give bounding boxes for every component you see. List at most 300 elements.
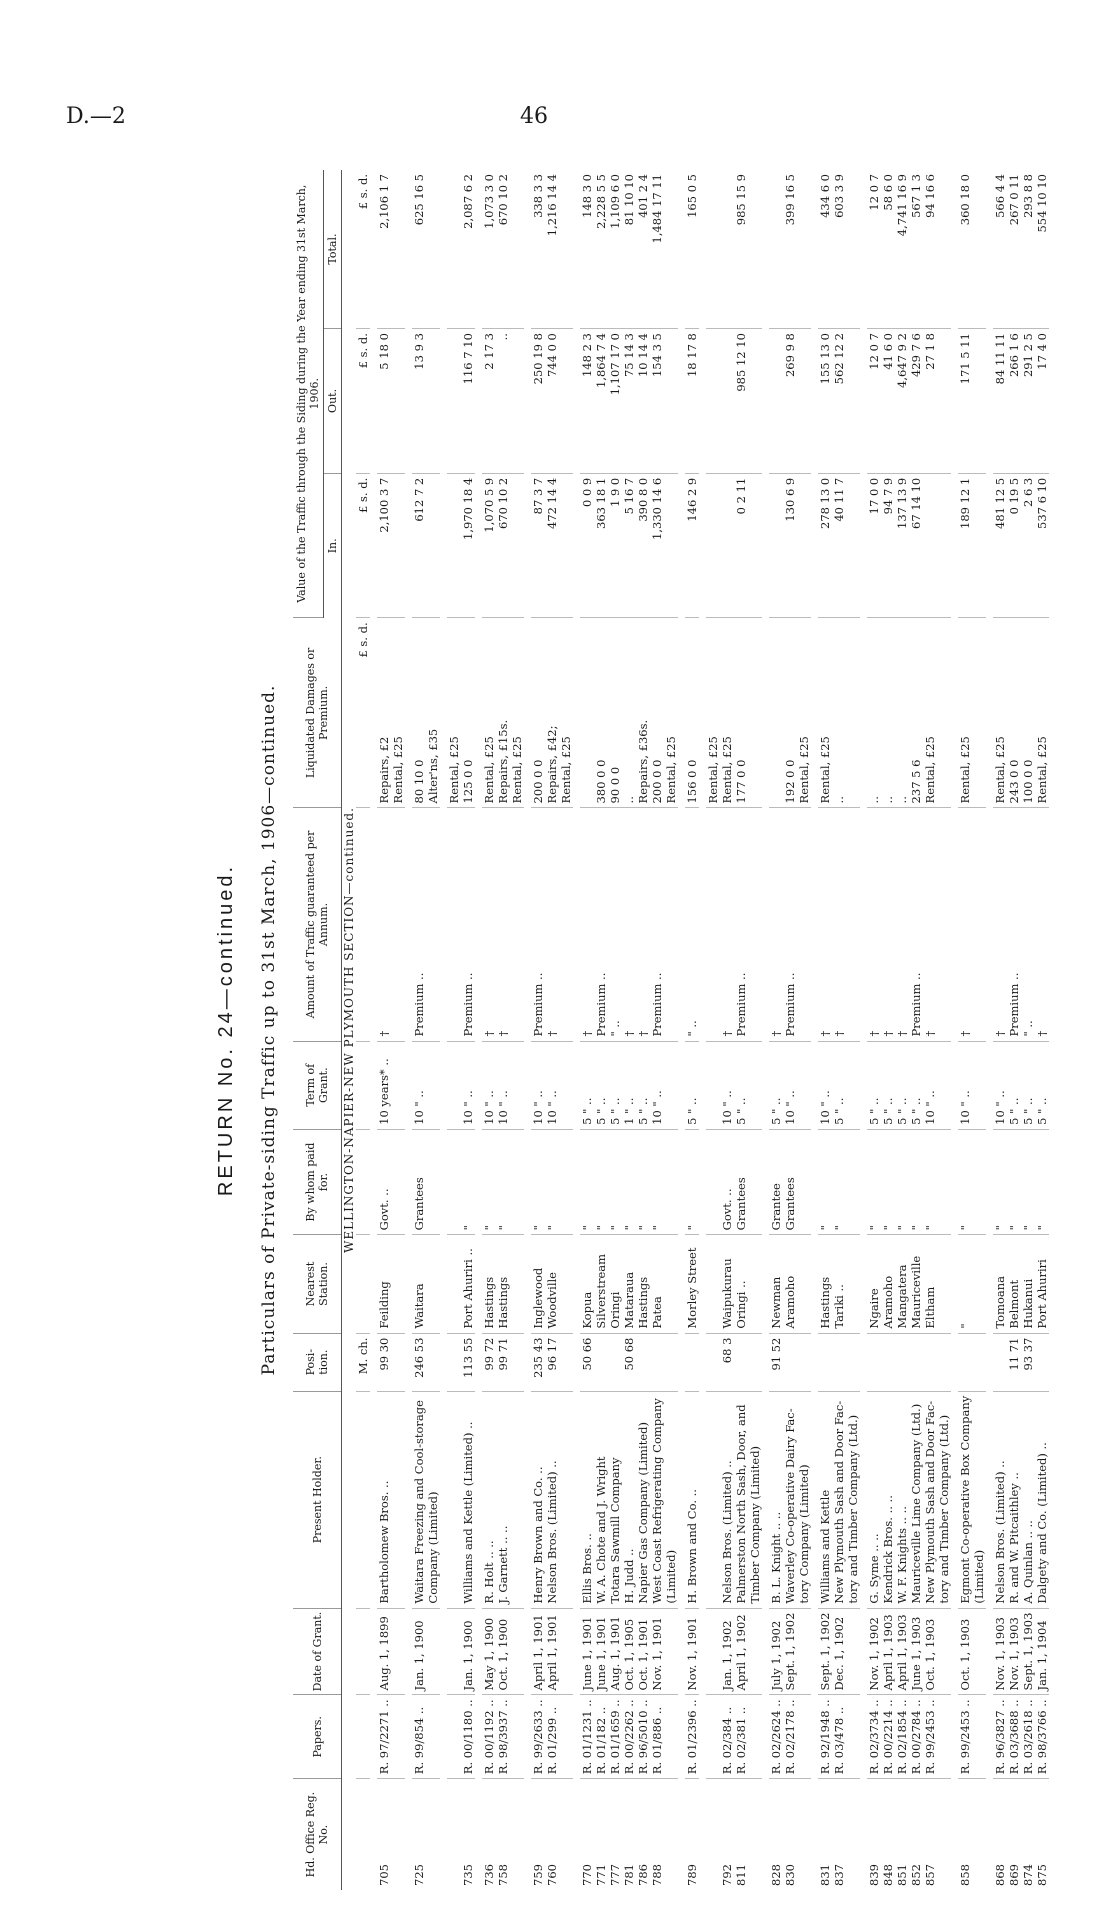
station-cell: Mataraua [622, 1235, 636, 1333]
traffic-out-cell [706, 329, 720, 474]
traffic-in-cell: 67 14 10 [909, 473, 923, 618]
position-cell [909, 1333, 923, 1391]
traffic-total-cell [797, 170, 811, 329]
papers-cell: R. 03/3688 .. [1007, 1695, 1021, 1779]
paid-by-cell: Grantees [412, 1129, 426, 1235]
papers-cell: R. 03/2618 .. [1021, 1695, 1035, 1779]
date-cell: Jan. 1, 1902 [720, 1608, 734, 1695]
position-cell [923, 1333, 937, 1391]
position-cell: 50 66 [580, 1333, 594, 1391]
traffic-total-cell: 567 1 3 [909, 170, 923, 329]
traffic-out-cell [391, 329, 405, 474]
table-row [881, 170, 895, 1890]
damages-cell: 80 10 0 [412, 618, 426, 808]
position-cell [559, 1333, 573, 1391]
traffic-in-cell [972, 473, 986, 618]
paid-by-cell: " [622, 1129, 636, 1235]
position-cell: 50 68 [622, 1333, 636, 1391]
damages-cell [972, 618, 986, 808]
holder-cell: (Limited) [664, 1391, 678, 1608]
col-position: Posi-tion. [293, 1333, 342, 1391]
traffic-total-cell: 81 10 10 [622, 170, 636, 329]
guaranteed-cell: Premium .. [909, 808, 923, 1041]
date-cell: Sept. 1, 1902 [783, 1608, 797, 1695]
damages-cell: Rental, £25 [447, 618, 461, 808]
station-cell [559, 1235, 573, 1333]
traffic-in-cell: 278 13 0 [818, 473, 832, 618]
holder-cell [559, 1391, 573, 1608]
date-cell: Oct. 1, 1903 [923, 1608, 937, 1695]
traffic-in-cell: 130 6 9 [783, 473, 797, 618]
reg-no-cell [559, 1779, 573, 1890]
position-cell: 11 71 [1007, 1333, 1021, 1391]
station-cell [447, 1235, 461, 1333]
paid-by-cell: " [1035, 1129, 1049, 1235]
traffic-total-cell [510, 170, 524, 329]
damages-cell: .. [867, 618, 881, 808]
date-cell [391, 1608, 405, 1695]
paid-by-cell: " [496, 1129, 510, 1235]
position-cell [832, 1333, 846, 1391]
holder-cell: New Plymouth Sash and Door Fac- [832, 1391, 846, 1608]
papers-cell [426, 1695, 440, 1779]
guaranteed-cell: † [622, 808, 636, 1041]
traffic-in-cell: 137 13 9 [895, 473, 909, 618]
holder-cell: tory and Timber Company (Ltd.) [937, 1391, 951, 1608]
papers-cell [937, 1695, 951, 1779]
table-row [818, 170, 832, 1890]
traffic-in-cell [510, 473, 524, 618]
position-cell [734, 1333, 748, 1391]
traffic-total-cell [426, 170, 440, 329]
traffic-out-cell: 75 14 3 [622, 329, 636, 474]
traffic-in-cell: 612 7 2 [412, 473, 426, 618]
damages-cell [748, 618, 762, 808]
term-cell [510, 1041, 524, 1129]
damages-cell: .. [832, 618, 846, 808]
position-cell [426, 1333, 440, 1391]
group-spacer [699, 170, 706, 1890]
reg-no-cell: 760 [545, 1864, 559, 1886]
traffic-total-cell: 434 6 0 [818, 170, 832, 329]
table-row [426, 170, 440, 1890]
holder-cell [706, 1391, 720, 1608]
position-cell [797, 1333, 811, 1391]
papers-cell [706, 1695, 720, 1779]
damages-cell: Rental, £25 [993, 618, 1007, 808]
group-spacer [986, 170, 993, 1890]
term-cell: 5 " .. [881, 1041, 895, 1129]
holder-cell: Napier Gas Company (Limited) [636, 1391, 650, 1608]
table-row [958, 170, 972, 1890]
section-row [342, 170, 357, 1890]
paid-by-cell: " [895, 1129, 909, 1235]
holder-cell: B. L. Knight .. .. [769, 1391, 783, 1608]
station-cell: Hukanui [1021, 1235, 1035, 1333]
reg-no-cell [748, 1779, 762, 1890]
guaranteed-cell: † [377, 808, 391, 1041]
holder-cell: Kendrick Bros. .. .. [881, 1391, 895, 1608]
guaranteed-cell: † [895, 808, 909, 1041]
guaranteed-cell [426, 808, 440, 1041]
traffic-in-cell [426, 473, 440, 618]
papers-cell: R. 96/3827 .. [993, 1695, 1007, 1779]
holder-cell: Henry Brown and Co. .. [531, 1391, 545, 1608]
term-cell: 5 " .. [867, 1041, 881, 1129]
table-row [972, 170, 986, 1890]
group-spacer [475, 170, 482, 1890]
guaranteed-cell: † [958, 808, 972, 1041]
traffic-out-cell: 13 9 3 [412, 329, 426, 474]
guaranteed-cell: " .. [1021, 808, 1035, 1041]
papers-cell: R. 01/182 .. [594, 1695, 608, 1779]
holder-cell: W. A. Chote and J. Wright [594, 1391, 608, 1608]
position-cell: 235 43 [531, 1333, 545, 1391]
reg-no-cell: 839 [867, 1864, 881, 1886]
guaranteed-cell: † [769, 808, 783, 1041]
holder-cell: H. Judd .. [622, 1391, 636, 1608]
paid-by-cell: " [1021, 1129, 1035, 1235]
holder-cell [510, 1391, 524, 1608]
paid-by-cell: " [636, 1129, 650, 1235]
term-cell: 10 " .. [720, 1041, 734, 1129]
group-spacer [678, 170, 685, 1890]
papers-cell: R. 01/2396 .. [685, 1695, 699, 1779]
paid-by-cell: " [461, 1129, 475, 1235]
table-row [1035, 170, 1049, 1890]
reg-no-cell: 736 [482, 1864, 496, 1886]
position-cell: 113 55 [461, 1333, 475, 1391]
traffic-out-cell: 84 11 11 [993, 329, 1007, 474]
col-holder: Present Holder. [293, 1391, 342, 1608]
date-cell: Nov. 1, 1902 [867, 1608, 881, 1695]
damages-cell: 200 0 0 [650, 618, 664, 808]
term-cell: 5 " .. [1021, 1041, 1035, 1129]
date-cell: May 1, 1900 [482, 1608, 496, 1695]
traffic-out-cell [748, 329, 762, 474]
guaranteed-cell [391, 808, 405, 1041]
traffic-total-cell: 554 10 10 [1035, 170, 1049, 329]
papers-cell: R. 00/1180 .. [461, 1695, 475, 1779]
table-row [391, 170, 405, 1890]
date-cell: April 1, 1901 [545, 1608, 559, 1695]
reg-no-cell: 771 [594, 1864, 608, 1886]
term-cell [426, 1041, 440, 1129]
date-cell [972, 1608, 986, 1695]
col-total: Total. [324, 170, 342, 329]
holder-cell: Williams and Kettle [818, 1391, 832, 1608]
holder-cell: Waitara Freezing and Cool-storage [412, 1391, 426, 1608]
station-cell: Mangatera [895, 1235, 909, 1333]
guaranteed-cell [559, 808, 573, 1041]
paid-by-cell: " [545, 1129, 559, 1235]
traffic-out-cell: 5 18 0 [377, 329, 391, 474]
station-cell [972, 1235, 986, 1333]
table-row [909, 170, 923, 1890]
papers-cell: R. 96/5010 .. [636, 1695, 650, 1779]
station-cell: Tariki .. [832, 1235, 846, 1333]
date-cell: Nov. 1, 1901 [685, 1608, 699, 1695]
paid-by-cell: Grantees [783, 1129, 797, 1235]
position-cell [650, 1333, 664, 1391]
guaranteed-cell [937, 808, 951, 1041]
guaranteed-cell: † [818, 808, 832, 1041]
traffic-in-cell [797, 473, 811, 618]
traffic-out-cell: 154 3 5 [650, 329, 664, 474]
holder-cell [447, 1391, 461, 1608]
term-cell [664, 1041, 678, 1129]
traffic-in-cell: 670 10 2 [496, 473, 510, 618]
traffic-total-cell: 4,741 16 9 [895, 170, 909, 329]
reg-no-cell: 857 [923, 1864, 937, 1886]
table-row [923, 170, 937, 1890]
holder-cell: Dalgety and Co. (Limited) .. [1035, 1391, 1049, 1608]
traffic-out-cell [846, 329, 860, 474]
term-cell [447, 1041, 461, 1129]
traffic-in-cell [720, 473, 734, 618]
guaranteed-cell: † [867, 808, 881, 1041]
station-cell [426, 1235, 440, 1333]
reg-no-cell [706, 1779, 720, 1890]
traffic-total-cell [720, 170, 734, 329]
date-cell [706, 1608, 720, 1695]
station-cell: Woodville [545, 1235, 559, 1333]
papers-cell [972, 1695, 986, 1779]
date-cell [748, 1608, 762, 1695]
papers-cell: R. 02/3734 .. [867, 1695, 881, 1779]
traffic-total-cell: 399 16 5 [783, 170, 797, 329]
term-cell: 10 " .. [412, 1041, 426, 1129]
damages-cell: Rental, £25 [958, 618, 972, 808]
traffic-total-cell [706, 170, 720, 329]
holder-cell: Palmerston North Sash, Door, and [734, 1391, 748, 1608]
damages-cell: Alter'ns, £35 [426, 618, 440, 808]
table-row [769, 170, 783, 1890]
paid-by-cell: " [580, 1129, 594, 1235]
damages-cell: Repairs, £2 [377, 618, 391, 808]
station-cell: Newman [769, 1235, 783, 1333]
traffic-out-cell: 4,647 9 2 [895, 329, 909, 474]
table-row [867, 170, 881, 1890]
reg-no-cell: 848 [881, 1864, 895, 1886]
position-cell [447, 1333, 461, 1391]
traffic-in-cell: 189 12 1 [958, 473, 972, 618]
position-cell [993, 1333, 1007, 1391]
reg-no-cell: 770 [580, 1864, 594, 1886]
holder-cell: G. Syme .. .. [867, 1391, 881, 1608]
date-cell: Nov. 1, 1903 [993, 1608, 1007, 1695]
date-cell: Nov. 1, 1903 [1007, 1608, 1021, 1695]
reg-no-cell: 869 [1007, 1864, 1021, 1886]
guaranteed-cell: Premium .. [1007, 808, 1021, 1041]
group-spacer [405, 170, 412, 1890]
term-cell: 10 " .. [923, 1041, 937, 1129]
table-row [636, 170, 650, 1890]
paid-by-cell: " [958, 1129, 972, 1235]
traffic-out-cell [447, 329, 461, 474]
col-in: In. [324, 473, 342, 618]
position-cell [818, 1333, 832, 1391]
station-cell: Silverstream [594, 1235, 608, 1333]
date-cell: Sept. 1, 1902 [818, 1608, 832, 1695]
paid-by-cell: Govt. .. [720, 1129, 734, 1235]
holder-cell: H. Brown and Co. .. [685, 1391, 699, 1608]
station-cell [706, 1235, 720, 1333]
holder-cell: West Coast Refrigerating Company [650, 1391, 664, 1608]
station-cell: Ngaire [867, 1235, 881, 1333]
table-body [342, 170, 1050, 1890]
traffic-out-cell: 250 19 8 [531, 329, 545, 474]
traffic-total-cell: 148 3 0 [580, 170, 594, 329]
term-cell: 5 " .. [594, 1041, 608, 1129]
term-cell: 5 " .. [1007, 1041, 1021, 1129]
traffic-total-cell [937, 170, 951, 329]
traffic-out-cell: 2 17 3 [482, 329, 496, 474]
term-cell [797, 1041, 811, 1129]
traffic-in-cell [706, 473, 720, 618]
traffic-total-cell: 165 0 5 [685, 170, 699, 329]
paid-by-cell: " [1007, 1129, 1021, 1235]
guaranteed-cell: † [881, 808, 895, 1041]
holder-cell: Totara Sawmill Company [608, 1391, 622, 1608]
traffic-out-cell: 269 9 8 [783, 329, 797, 474]
traffic-total-cell [559, 170, 573, 329]
date-cell: Nov. 1, 1901 [650, 1608, 664, 1695]
reg-no-cell [972, 1779, 986, 1890]
date-cell: April 1, 1901 [531, 1608, 545, 1695]
station-cell: Waipukurau [720, 1235, 734, 1333]
paid-by-cell [706, 1129, 720, 1235]
station-cell [391, 1235, 405, 1333]
guaranteed-cell: Premium .. [412, 808, 426, 1041]
date-cell: Aug. 1, 1901 [608, 1608, 622, 1695]
date-cell: June 1, 1903 [909, 1608, 923, 1695]
col-paid-by: By whom paid for. [293, 1129, 342, 1235]
traffic-in-cell: 390 8 0 [636, 473, 650, 618]
reg-no-cell: 858 [958, 1864, 972, 1886]
position-cell [972, 1333, 986, 1391]
traffic-total-cell: 2,087 6 2 [461, 170, 475, 329]
paid-by-cell: " [482, 1129, 496, 1235]
station-cell: Hastings [482, 1235, 496, 1333]
col-station: Nearest Station. [293, 1235, 342, 1333]
guaranteed-cell: Premium .. [594, 808, 608, 1041]
reg-no-cell [846, 1779, 860, 1890]
guaranteed-cell: † [923, 808, 937, 1041]
paid-by-cell: " [881, 1129, 895, 1235]
traffic-in-cell: 0 0 9 [580, 473, 594, 618]
position-cell [608, 1333, 622, 1391]
position-cell [881, 1333, 895, 1391]
traffic-in-cell: 17 0 0 [867, 473, 881, 618]
traffic-in-cell [664, 473, 678, 618]
term-cell: 5 " .. [636, 1041, 650, 1129]
station-cell: Port Ahuriri .. [461, 1235, 475, 1333]
traffic-out-cell: 266 1 6 [1007, 329, 1021, 474]
guaranteed-cell [510, 808, 524, 1041]
paid-by-cell: " [650, 1129, 664, 1235]
position-cell [783, 1333, 797, 1391]
damages-cell: Rental, £25 [720, 618, 734, 808]
term-cell: 10 " .. [650, 1041, 664, 1129]
damages-cell: Rental, £25 [1035, 618, 1049, 808]
traffic-total-cell [769, 170, 783, 329]
traffic-in-cell: 363 18 1 [594, 473, 608, 618]
guaranteed-cell [664, 808, 678, 1041]
guaranteed-cell: Premium .. [783, 808, 797, 1041]
traffic-in-cell [769, 473, 783, 618]
position-cell: 68 3 [720, 1333, 734, 1391]
reg-no-cell: 811 [734, 1864, 748, 1886]
papers-cell: R. 01/299 .. [545, 1695, 559, 1779]
table-row [734, 170, 748, 1890]
damages-cell: Repairs, £36s. [636, 618, 650, 808]
term-cell: 10 " .. [461, 1041, 475, 1129]
damages-cell: 243 0 0 [1007, 618, 1021, 808]
damages-cell: Rental, £25 [818, 618, 832, 808]
traffic-total-cell: 566 4 4 [993, 170, 1007, 329]
damages-cell: 100 0 0 [1021, 618, 1035, 808]
private-siding-table [293, 170, 1049, 1890]
date-cell [426, 1608, 440, 1695]
holder-cell: (Limited) [972, 1391, 986, 1608]
date-cell: June 1, 1901 [594, 1608, 608, 1695]
traffic-in-cell: 40 11 7 [832, 473, 846, 618]
term-cell [972, 1041, 986, 1129]
paid-by-cell: " [531, 1129, 545, 1235]
table-row [706, 170, 720, 1890]
paid-by-cell: " [608, 1129, 622, 1235]
papers-cell: R. 03/478 .. [832, 1695, 846, 1779]
holder-cell: Company (Limited) [426, 1391, 440, 1608]
position-cell [1035, 1333, 1049, 1391]
rotated-page-content [205, 170, 1049, 1890]
station-cell [797, 1235, 811, 1333]
damages-cell [769, 618, 783, 808]
holder-cell: Nelson Bros. (Limited) .. [545, 1391, 559, 1608]
paid-by-cell [748, 1129, 762, 1235]
term-cell [706, 1041, 720, 1129]
papers-cell: R. 00/2784 .. [909, 1695, 923, 1779]
holder-cell: New Plymouth Sash and Door Fac- [923, 1391, 937, 1608]
traffic-out-cell: 985 12 10 [734, 329, 748, 474]
traffic-in-cell: 1,330 14 6 [650, 473, 664, 618]
paid-by-cell: " [594, 1129, 608, 1235]
term-cell: 5 " .. [909, 1041, 923, 1129]
guaranteed-cell: † [1035, 808, 1049, 1041]
col-damages: Liquidated Damages or Premium. [293, 618, 342, 808]
traffic-out-cell [720, 329, 734, 474]
station-cell [846, 1235, 860, 1333]
reg-no-cell: 786 [636, 1864, 650, 1886]
traffic-out-cell: 171 5 11 [958, 329, 972, 474]
group-spacer [762, 170, 769, 1890]
damages-cell: 156 0 0 [685, 618, 699, 808]
traffic-total-cell: 293 8 8 [1021, 170, 1035, 329]
papers-cell [559, 1695, 573, 1779]
position-cell [636, 1333, 650, 1391]
units-damages: £ s. d. [356, 618, 370, 808]
term-cell: 5 " .. [685, 1041, 699, 1129]
guaranteed-cell: † [832, 808, 846, 1041]
traffic-in-cell: 2 6 3 [1021, 473, 1035, 618]
guaranteed-cell [706, 808, 720, 1041]
guaranteed-cell: † [720, 808, 734, 1041]
table-row [608, 170, 622, 1890]
paid-by-cell [972, 1129, 986, 1235]
term-cell [748, 1041, 762, 1129]
reg-no-cell [937, 1779, 951, 1890]
